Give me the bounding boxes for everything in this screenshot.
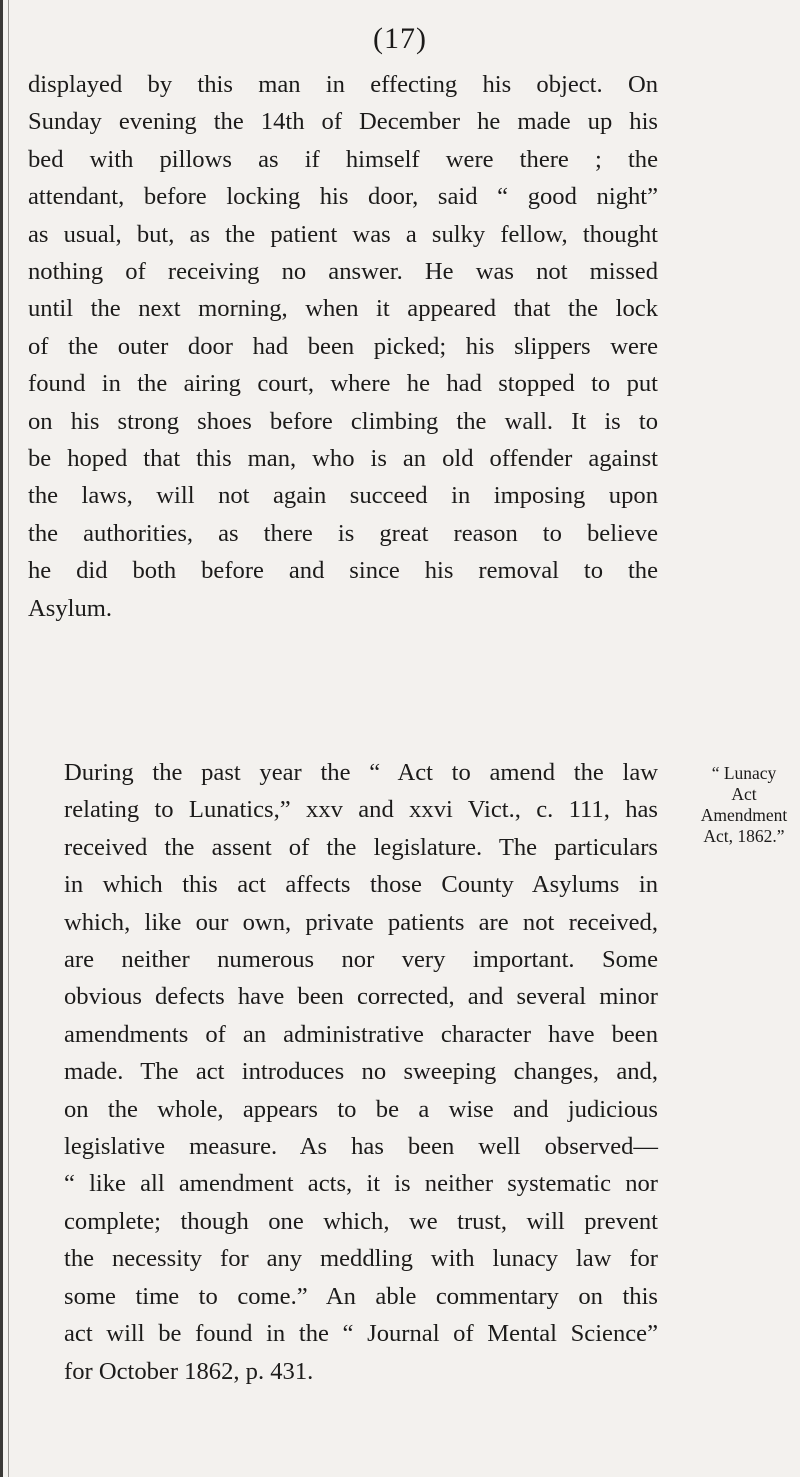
text-line: During the past year the “ Act to amend the law [64, 759, 658, 786]
text-line: “ like all amendment acts, it is neither systematic nor [64, 1170, 658, 1198]
text-line: displayed by this man in effecting his object. On [28, 71, 658, 98]
margin-note-line: Act [731, 784, 757, 804]
text-line: Sunday evening the 14th of December he made up his [28, 108, 658, 136]
text-line: amendments of an administrative character have been [64, 1020, 658, 1048]
text-line: nothing of receiving no answer. He was not missed [28, 258, 658, 286]
text-line: as usual, but, as the patient was a sulky fellow, thought [28, 220, 658, 248]
paragraph-escape-account [28, 66, 658, 627]
text-line: of the outer door had been picked; his slippers were [28, 332, 658, 360]
text-line: until the next morning, when it appeared that the lock [28, 295, 658, 323]
text-line: legislative measure. As has been well observed— [64, 1133, 658, 1161]
page-binding-line [8, 0, 9, 1477]
text-line: the laws, will not again succeed in imposing upon [28, 482, 658, 510]
text-line: some time to come.” An able commentary on this [64, 1282, 658, 1310]
text-line: which, like our own, private patients are not received, [64, 908, 658, 936]
text-line: relating to Lunatics,” xxv and xxvi Vict., c. 111, has [64, 796, 658, 824]
text-line: he did both before and since his removal to the [28, 557, 658, 585]
text-line: the authorities, as there is great reason to believe [28, 519, 658, 547]
text-line: complete; though one which, we trust, will prevent [64, 1207, 658, 1235]
margin-note [688, 763, 800, 847]
text-line: on the whole, appears to be a wise and judicious [64, 1095, 658, 1123]
margin-note-line: “ Lunacy [711, 763, 777, 783]
text-line: act will be found in the “ Journal of Mental Science” [64, 1320, 658, 1348]
text-line: be hoped that this man, who is an old offender against [28, 445, 658, 473]
text-line: made. The act introduces no sweeping changes, and, [64, 1058, 658, 1086]
page-number: (17) [373, 22, 427, 55]
margin-note-line: Act, 1862.” [703, 826, 785, 846]
text-line: in which this act affects those County Asylums in [64, 871, 658, 899]
page-binding-edge [0, 0, 3, 1477]
text-line: attendant, before locking his door, said “ good night” [28, 183, 658, 211]
text-line: bed with pillows as if himself were there ; the [28, 145, 658, 173]
text-line: Asylum. [28, 594, 113, 622]
text-line: obvious defects have been corrected, and several minor [64, 983, 658, 1011]
text-line: on his strong shoes before climbing the wall. It is to [28, 407, 658, 435]
text-line: the necessity for any meddling with lunacy law for [64, 1245, 658, 1273]
text-line: found in the airing court, where he had stopped to put [28, 370, 658, 398]
text-line: are neither numerous nor very important. Some [64, 946, 658, 974]
paragraph-lunacy-act [28, 754, 658, 1390]
text-line: received the assent of the legislature. The particulars [64, 833, 658, 861]
text-line: for October 1862, p. 431. [64, 1357, 314, 1385]
margin-note-line: Amendment [700, 805, 788, 825]
